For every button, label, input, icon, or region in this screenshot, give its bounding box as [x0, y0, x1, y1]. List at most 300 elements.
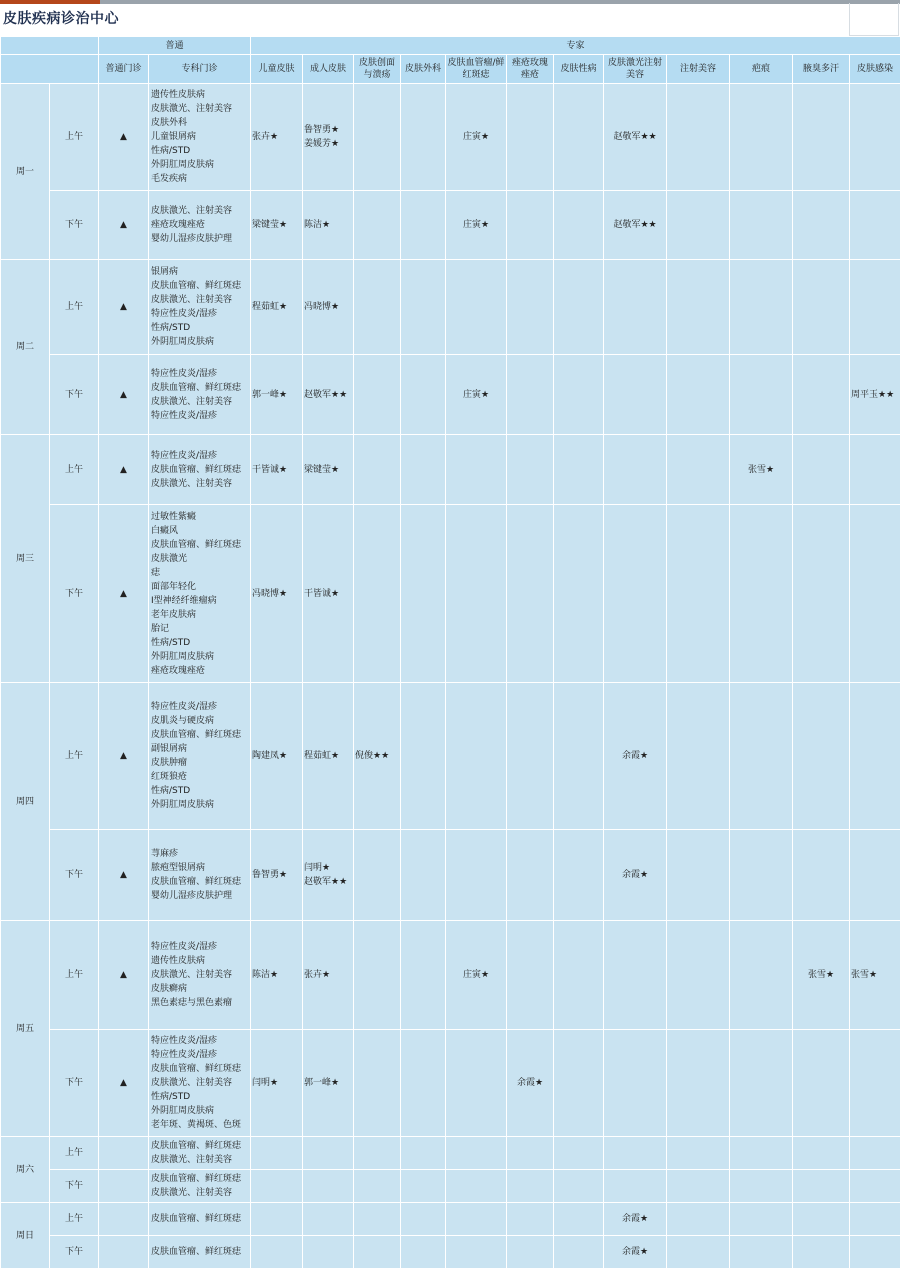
- expert-cell: [354, 1030, 401, 1137]
- expert-cell: [507, 84, 554, 191]
- specialty-item: 皮肤激光、注射美容: [151, 104, 233, 114]
- expert-cell: 余霞★: [604, 1203, 667, 1236]
- specialty-item: 胎记: [151, 623, 170, 634]
- expert-cell: [793, 1170, 850, 1203]
- expert-cell: [730, 1030, 793, 1137]
- expert-cell: [667, 84, 730, 191]
- expert-cell: [507, 683, 554, 830]
- expert-cell: [850, 1170, 900, 1203]
- expert-cell: [667, 1030, 730, 1137]
- expert-cell: [850, 505, 900, 683]
- schedule-row: [1, 260, 900, 355]
- expert-cell: 程茹虹★: [251, 260, 303, 355]
- expert-cell: [667, 435, 730, 505]
- expert-cell: [401, 260, 446, 355]
- header-row-groups: [1, 37, 900, 55]
- common-clinic-marker: [99, 1170, 149, 1203]
- expert-cell: 张雪★: [793, 921, 850, 1030]
- session-time: 下午: [50, 191, 99, 260]
- expert-cell: 庄寅★: [446, 84, 507, 191]
- specialty-clinic-list: [149, 435, 251, 505]
- schedule-row: [1, 1030, 900, 1137]
- expert-cell: [507, 191, 554, 260]
- specialty-item: 皮肌炎与硬皮病: [151, 716, 215, 726]
- header-expert-col: 皮肤性病: [554, 55, 604, 84]
- common-clinic-marker: ▲: [99, 435, 149, 505]
- common-clinic-marker: ▲: [99, 830, 149, 921]
- expert-cell: [401, 1236, 446, 1269]
- header-common-clinic: 普通门诊: [99, 55, 149, 84]
- specialty-clinic-list: [149, 260, 251, 355]
- expert-cell: [401, 1203, 446, 1236]
- specialty-item: 皮肤血管瘤、鲜红斑痣: [151, 730, 242, 740]
- expert-cell: [446, 1030, 507, 1137]
- session-time: 下午: [50, 505, 99, 683]
- expert-cell: [554, 830, 604, 921]
- expert-cell: [354, 1236, 401, 1269]
- expert-cell: [604, 435, 667, 505]
- expert-cell: [507, 921, 554, 1030]
- header-group-expert: 专家: [251, 37, 900, 55]
- schedule-row: [1, 191, 900, 260]
- expert-cell: 张卉★: [303, 921, 354, 1030]
- expert-cell: [730, 260, 793, 355]
- schedule-row: [1, 683, 900, 830]
- expert-cell: [793, 830, 850, 921]
- expert-cell: [507, 1236, 554, 1269]
- expert-cell: 闫明★: [251, 1030, 303, 1137]
- common-clinic-marker: ▲: [99, 355, 149, 435]
- specialty-item: 皮肤血管瘤、鲜红斑痣: [151, 1214, 242, 1224]
- expert-cell: 冯晓博★: [251, 505, 303, 683]
- expert-cell: [251, 1236, 303, 1269]
- expert-cell: [850, 1137, 900, 1170]
- expert-cell: 赵敬军★★: [303, 355, 354, 435]
- expert-cell: [354, 921, 401, 1030]
- specialty-clinic-list: [149, 1030, 251, 1137]
- schedule-row: [1, 435, 900, 505]
- specialty-item: 特应性皮炎/湿疹: [151, 309, 218, 319]
- expert-cell: 余霞★: [604, 830, 667, 921]
- schedule-row: [1, 355, 900, 435]
- expert-cell: 张卉★: [251, 84, 303, 191]
- specialty-item: 特应性皮炎/湿疹: [151, 1036, 218, 1046]
- header-expert-col: 成人皮肤: [303, 55, 354, 84]
- expert-cell: [354, 1203, 401, 1236]
- expert-cell: [850, 191, 900, 260]
- expert-cell: [730, 355, 793, 435]
- expert-cell: [401, 683, 446, 830]
- expert-cell: [401, 921, 446, 1030]
- common-clinic-marker: ▲: [99, 84, 149, 191]
- expert-cell: [401, 830, 446, 921]
- expert-cell: 干皆诚★: [303, 505, 354, 683]
- expert-cell: [446, 683, 507, 830]
- expert-cell: [446, 435, 507, 505]
- expert-cell: [251, 1203, 303, 1236]
- expert-cell: [554, 1236, 604, 1269]
- expert-cell: [604, 505, 667, 683]
- expert-cell: [554, 260, 604, 355]
- expert-cell: [793, 1030, 850, 1137]
- expert-cell: [730, 505, 793, 683]
- specialty-item: 特应性皮炎/湿疹: [151, 1050, 218, 1060]
- expert-cell: [730, 1170, 793, 1203]
- top-border: [0, 0, 900, 4]
- expert-cell: [446, 260, 507, 355]
- expert-cell: [401, 355, 446, 435]
- specialty-item: I型神经纤维瘤病: [151, 595, 217, 606]
- expert-cell: [667, 1203, 730, 1236]
- expert-cell: [850, 683, 900, 830]
- expert-cell: 陈洁★: [251, 921, 303, 1030]
- common-clinic-marker: ▲: [99, 1030, 149, 1137]
- expert-cell: [554, 191, 604, 260]
- day-label: 周一: [1, 84, 50, 260]
- specialty-item: 银屑病: [151, 267, 179, 277]
- specialty-item: 性病/STD: [151, 786, 191, 796]
- specialty-item: 老年皮肤病: [151, 609, 197, 620]
- expert-cell: [850, 435, 900, 505]
- expert-cell: [850, 84, 900, 191]
- header-expert-col: 痤疮玫瑰痤疮: [507, 55, 554, 84]
- expert-cell: [554, 435, 604, 505]
- session-time: 上午: [50, 435, 99, 505]
- expert-cell: [730, 191, 793, 260]
- specialty-item: 皮肤激光、注射美容: [151, 1188, 233, 1198]
- header-expert-col: 腋臭多汗: [793, 55, 850, 84]
- expert-cell: [604, 1030, 667, 1137]
- specialty-item: 毛发疾病: [151, 174, 188, 184]
- expert-cell: [303, 1236, 354, 1269]
- header-specialty-clinic: 专科门诊: [149, 55, 251, 84]
- specialty-item: 遗传性皮肤病: [151, 90, 206, 100]
- expert-cell: 余霞★: [507, 1030, 554, 1137]
- expert-cell: [401, 191, 446, 260]
- specialty-item: 婴幼儿湿疹皮肤护理: [151, 891, 233, 901]
- day-label: 周二: [1, 260, 50, 435]
- specialty-item: 特应性皮炎/湿疹: [151, 450, 218, 461]
- expert-cell: [554, 683, 604, 830]
- expert-name: 鲁智勇★: [304, 125, 340, 135]
- expert-cell: [604, 355, 667, 435]
- header-corner-cell: [849, 3, 899, 36]
- specialty-item: 特应性皮炎/湿疹: [151, 368, 218, 379]
- expert-cell: [793, 260, 850, 355]
- session-time: 下午: [50, 1030, 99, 1137]
- header-expert-col: 皮肤感染: [850, 55, 900, 84]
- specialty-clinic-list: [149, 355, 251, 435]
- expert-cell: [354, 505, 401, 683]
- header-expert-col: 疤痕: [730, 55, 793, 84]
- expert-cell: [354, 1137, 401, 1170]
- expert-cell: [667, 1236, 730, 1269]
- session-time: 上午: [50, 84, 99, 191]
- specialty-clinic-list: [149, 84, 251, 191]
- expert-cell: [354, 435, 401, 505]
- specialty-clinic-list: [149, 1236, 251, 1269]
- expert-cell: [730, 683, 793, 830]
- common-clinic-marker: ▲: [99, 260, 149, 355]
- session-time: 下午: [50, 355, 99, 435]
- expert-cell: 干皆诚★: [251, 435, 303, 505]
- specialty-item: 皮肤激光: [151, 553, 188, 564]
- expert-cell: [793, 191, 850, 260]
- header-expert-col: 皮肤外科: [401, 55, 446, 84]
- expert-cell: [793, 1137, 850, 1170]
- specialty-item: 红斑狼疮: [151, 772, 188, 782]
- specialty-item: 外阴肛周皮肤病: [151, 160, 215, 170]
- expert-cell: [554, 355, 604, 435]
- expert-cell: [303, 1170, 354, 1203]
- expert-cell: [507, 1137, 554, 1170]
- specialty-clinic-list: [149, 921, 251, 1030]
- day-label: 周六: [1, 1137, 50, 1203]
- expert-cell: [730, 1203, 793, 1236]
- expert-cell: [507, 260, 554, 355]
- schedule-row: [1, 1203, 900, 1236]
- specialty-item: 过敏性紫癜: [151, 511, 197, 522]
- expert-cell: [554, 505, 604, 683]
- header-expert-col: 儿童皮肤: [251, 55, 303, 84]
- expert-cell: [446, 830, 507, 921]
- expert-cell: [251, 1170, 303, 1203]
- specialty-item: 皮肤激光、注射美容: [151, 295, 233, 305]
- expert-cell: [354, 260, 401, 355]
- specialty-item: 皮肤血管瘤、鲜红斑痣: [151, 281, 242, 291]
- specialty-clinic-list: [149, 191, 251, 260]
- expert-cell: [667, 355, 730, 435]
- expert-cell: 庄寅★: [446, 921, 507, 1030]
- specialty-clinic-list: [149, 1137, 251, 1170]
- expert-cell: [354, 84, 401, 191]
- expert-cell: 陈洁★: [303, 191, 354, 260]
- schedule-row: [1, 84, 900, 191]
- specialty-clinic-list: [149, 830, 251, 921]
- specialty-item: 皮肤血管瘤、鲜红斑痣: [151, 1064, 242, 1074]
- specialty-item: 皮肤血管瘤、鲜红斑痣: [151, 1247, 242, 1257]
- specialty-clinic-list: [149, 683, 251, 830]
- expert-name: 闫明★: [304, 863, 331, 873]
- schedule-row: [1, 830, 900, 921]
- specialty-item: 皮肤血管瘤、鲜红斑痣: [151, 1174, 242, 1184]
- specialty-item: 白癜风: [151, 525, 179, 536]
- specialty-item: 面部年轻化: [151, 581, 197, 592]
- header-group-common: 普通: [99, 37, 251, 55]
- session-time: 下午: [50, 1236, 99, 1269]
- schedule-row: [1, 921, 900, 1030]
- specialty-clinic-list: [149, 505, 251, 683]
- header-blank: [1, 55, 99, 84]
- schedule-row: [1, 1137, 900, 1170]
- expert-cell: [354, 830, 401, 921]
- specialty-item: 皮肤肿瘤: [151, 758, 188, 768]
- expert-cell: [667, 191, 730, 260]
- expert-cell: [667, 1170, 730, 1203]
- expert-cell: 郭一峰★: [303, 1030, 354, 1137]
- specialty-item: 特应性皮炎/湿疹: [151, 702, 218, 712]
- expert-cell: 赵敬军★★: [604, 191, 667, 260]
- expert-cell: 梁键莹★: [251, 191, 303, 260]
- expert-cell: 陶建凤★: [251, 683, 303, 830]
- day-label: 周五: [1, 921, 50, 1137]
- expert-cell: 冯晓博★: [303, 260, 354, 355]
- expert-cell: [354, 191, 401, 260]
- specialty-clinic-list: [149, 1203, 251, 1236]
- expert-cell: 庄寅★: [446, 355, 507, 435]
- expert-cell: [604, 260, 667, 355]
- expert-cell: 庄寅★: [446, 191, 507, 260]
- header-expert-col: 皮肤创面与溃疡: [354, 55, 401, 84]
- expert-cell: 赵敬军★★: [604, 84, 667, 191]
- specialty-item: 外阴肛周皮肤病: [151, 337, 215, 347]
- specialty-item: 皮肤血管瘤、鲜红斑痣: [151, 539, 242, 550]
- expert-cell: [604, 921, 667, 1030]
- session-time: 下午: [50, 1170, 99, 1203]
- session-time: 上午: [50, 683, 99, 830]
- expert-cell: [303, 1137, 354, 1170]
- expert-cell: [507, 1203, 554, 1236]
- schedule-row: [1, 505, 900, 683]
- expert-cell: [554, 921, 604, 1030]
- specialty-clinic-list: [149, 1170, 251, 1203]
- expert-cell: [730, 84, 793, 191]
- expert-cell: [667, 260, 730, 355]
- specialty-item: 副银屑病: [151, 744, 188, 754]
- specialty-item: 皮肤激光、注射美容: [151, 206, 233, 216]
- expert-cell: [251, 1137, 303, 1170]
- expert-cell: [401, 1030, 446, 1137]
- expert-cell: [793, 1236, 850, 1269]
- expert-cell: [793, 84, 850, 191]
- expert-cell: [446, 1137, 507, 1170]
- expert-cell: 余霞★: [604, 683, 667, 830]
- specialty-item: 皮肤血管瘤、鲜红斑痣: [151, 1141, 242, 1151]
- expert-cell: [850, 830, 900, 921]
- expert-cell: [667, 921, 730, 1030]
- specialty-item: 皮肤激光、注射美容: [151, 478, 233, 489]
- expert-cell: [604, 1137, 667, 1170]
- common-clinic-marker: [99, 1137, 149, 1170]
- day-label: 周三: [1, 435, 50, 683]
- specialty-item: 特应性皮炎/湿疹: [151, 942, 218, 952]
- specialty-item: 婴幼儿湿疹皮肤护理: [151, 234, 233, 244]
- expert-cell: [401, 1137, 446, 1170]
- specialty-item: 儿童银屑病: [151, 132, 197, 142]
- specialty-item: 荨麻疹: [151, 849, 179, 859]
- expert-cell: [793, 1203, 850, 1236]
- expert-cell: [554, 1203, 604, 1236]
- expert-cell: [507, 435, 554, 505]
- expert-cell: [730, 921, 793, 1030]
- schedule-table: [0, 36, 900, 1269]
- header-blank: [1, 37, 99, 55]
- common-clinic-marker: [99, 1203, 149, 1236]
- expert-cell: [850, 1030, 900, 1137]
- specialty-item: 外阴肛周皮肤病: [151, 800, 215, 810]
- specialty-item: 痤疮玫瑰痤疮: [151, 220, 206, 230]
- expert-cell: 张雪★: [850, 921, 900, 1030]
- expert-cell: [446, 1236, 507, 1269]
- specialty-item: 皮肤激光、注射美容: [151, 1155, 233, 1165]
- specialty-item: 痣: [151, 567, 161, 578]
- expert-cell: 余霞★: [604, 1236, 667, 1269]
- specialty-item: 老年斑、黄褐斑、色斑: [151, 1120, 242, 1130]
- expert-cell: [730, 1236, 793, 1269]
- specialty-item: 外阴肛周皮肤病: [151, 651, 215, 662]
- header-expert-col: 皮肤血管瘤/鲜红斑痣: [446, 55, 507, 84]
- schedule-row: [1, 1236, 900, 1269]
- expert-cell: [446, 1203, 507, 1236]
- session-time: 上午: [50, 260, 99, 355]
- expert-cell: [793, 435, 850, 505]
- expert-cell: [401, 435, 446, 505]
- expert-cell: [604, 1170, 667, 1203]
- expert-cell: [507, 505, 554, 683]
- expert-cell: 郭一峰★: [251, 355, 303, 435]
- expert-cell: 张雪★: [730, 435, 793, 505]
- header-expert-col: 注射美容: [667, 55, 730, 84]
- expert-cell: [446, 505, 507, 683]
- schedule-row: [1, 1170, 900, 1203]
- common-clinic-marker: ▲: [99, 921, 149, 1030]
- specialty-item: 遗传性皮肤病: [151, 956, 206, 966]
- expert-cell: 倪俊★★: [354, 683, 401, 830]
- specialty-item: 性病/STD: [151, 1092, 191, 1102]
- specialty-item: 性病/STD: [151, 323, 191, 333]
- specialty-item: 特应性皮炎/湿疹: [151, 410, 218, 421]
- session-time: 上午: [50, 1203, 99, 1236]
- expert-cell: 周平玉★★: [850, 355, 900, 435]
- specialty-item: 痤疮玫瑰痤疮: [151, 665, 206, 676]
- expert-cell: [303, 830, 354, 921]
- expert-cell: [354, 355, 401, 435]
- specialty-item: 性病/STD: [151, 637, 191, 648]
- expert-cell: [401, 84, 446, 191]
- expert-cell: [554, 84, 604, 191]
- day-label: 周日: [1, 1203, 50, 1269]
- expert-cell: [667, 683, 730, 830]
- specialty-item: 皮肤激光、注射美容: [151, 970, 233, 980]
- expert-name: 赵敬军★★: [304, 877, 348, 887]
- specialty-item: 皮肤血管瘤、鲜红斑痣: [151, 877, 242, 887]
- expert-cell: [554, 1030, 604, 1137]
- expert-cell: [667, 830, 730, 921]
- top-accent-bar: [0, 0, 100, 4]
- specialty-item: 黑色素痣与黑色素瘤: [151, 998, 233, 1008]
- specialty-item: 外阴肛周皮肤病: [151, 1106, 215, 1116]
- day-label: 周四: [1, 683, 50, 921]
- expert-cell: [303, 84, 354, 191]
- specialty-item: 皮肤外科: [151, 118, 188, 128]
- specialty-item: 皮肤癣病: [151, 984, 188, 994]
- session-time: 下午: [50, 830, 99, 921]
- expert-cell: [850, 1236, 900, 1269]
- expert-cell: 鲁智勇★: [251, 830, 303, 921]
- expert-cell: [303, 1203, 354, 1236]
- specialty-item: 皮肤血管瘤、鲜红斑痣: [151, 464, 242, 475]
- expert-cell: [667, 505, 730, 683]
- common-clinic-marker: ▲: [99, 683, 149, 830]
- specialty-item: 性病/STD: [151, 146, 191, 156]
- session-time: 上午: [50, 921, 99, 1030]
- expert-cell: [354, 1170, 401, 1203]
- session-time: 上午: [50, 1137, 99, 1170]
- page-title: 皮肤疾病诊治中心: [3, 11, 119, 27]
- expert-cell: [507, 1170, 554, 1203]
- specialty-item: 皮肤血管瘤、鲜红斑痣: [151, 382, 242, 393]
- common-clinic-marker: ▲: [99, 191, 149, 260]
